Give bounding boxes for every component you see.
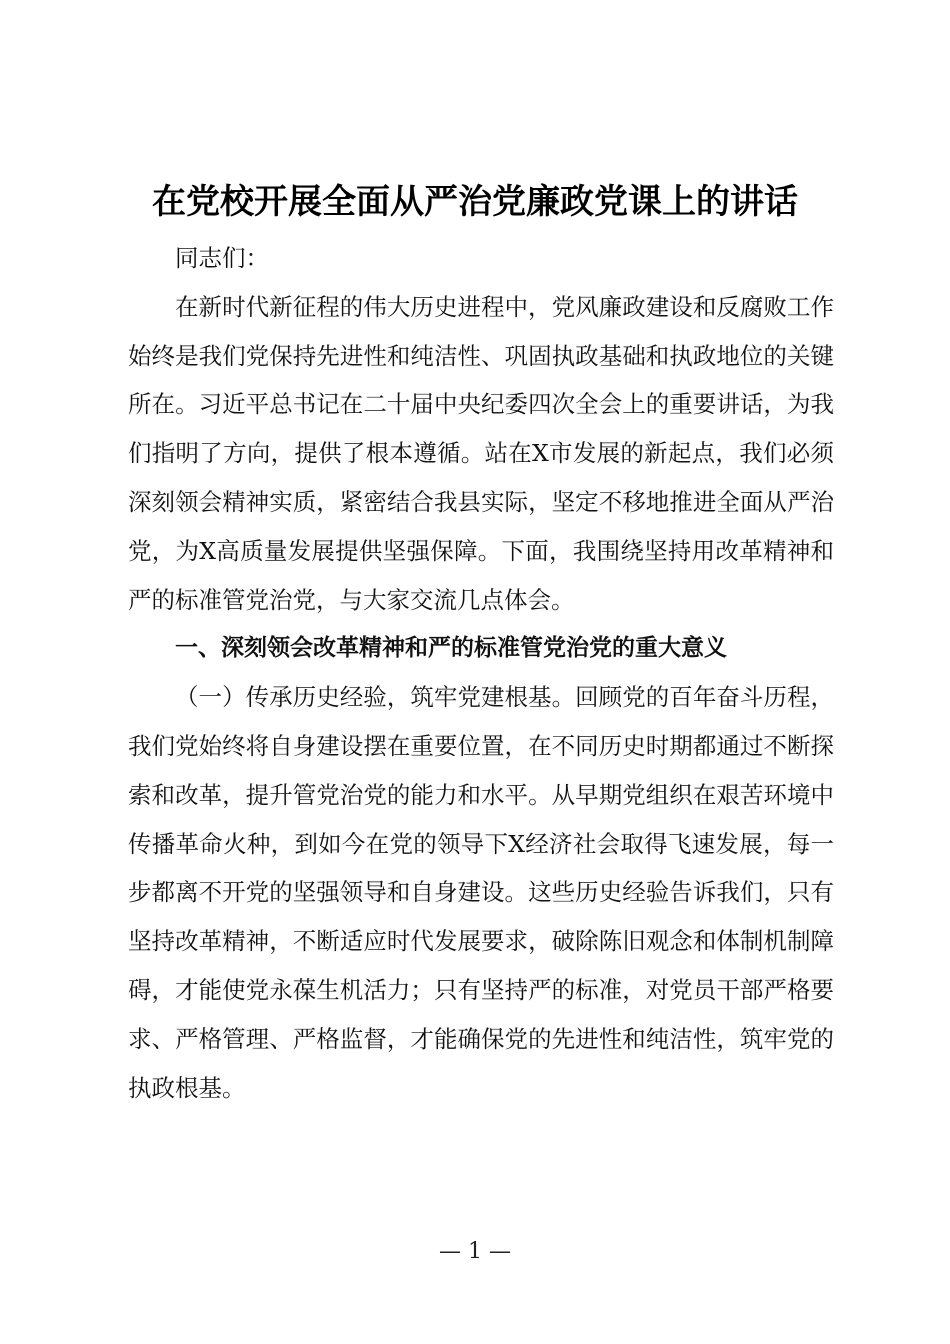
section-heading: 一、深刻领会改革精神和严的标准管党治党的重大意义 <box>175 635 727 662</box>
document-title: 在党校开展全面从严治党廉政党课上的讲话 <box>152 182 798 222</box>
page-number: — 1 — <box>439 1239 511 1264</box>
document-body <box>128 234 834 1112</box>
salutation: 同志们： <box>175 244 269 272</box>
intro-paragraph: 在新时代新征程的伟大历史进程中，党风廉政建设和反腐败工作始终是我们党保持先进性和纯洁性、巩固执政基础和执政地位的关键所在。习近平总书记在二十届中央纪委四次全会上的重要讲话，为我们指明了方向，提供了根本遵循。站在X市发展的新起点，我们必须深刻领会精神实质，紧密结合我县实际，坚定不移地推进全面从严治党，为X高质量发展提供坚强保障。下面，我围绕坚持用改革精神和严的标准管党治党，与大家交流几点体会。 <box>128 292 834 614</box>
subsection-paragraph: （一）传承历史经验，筑牢党建根基。回顾党的百年奋斗历程，我们党始终将自身建设摆在重要位置，在不同历史时期都通过不断探索和改革，提升管党治党的能力和水平。从早期党组织在艰苦环境中传播革命火种，到如今在党的领导下X经济社会取得飞速发展，每一步都离不开党的坚强领导和自身建设。这些历史经验告诉我们，只有坚持改革精神，不断适应时代发展要求，破除陈旧观念和体制机制障碍，才能使党永葆生机活力；只有坚持严的标准，对党员干部严格要求、严格管理、严格监督，才能确保党的先进性和纯洁性，筑牢党的执政根基。 <box>128 683 834 1102</box>
